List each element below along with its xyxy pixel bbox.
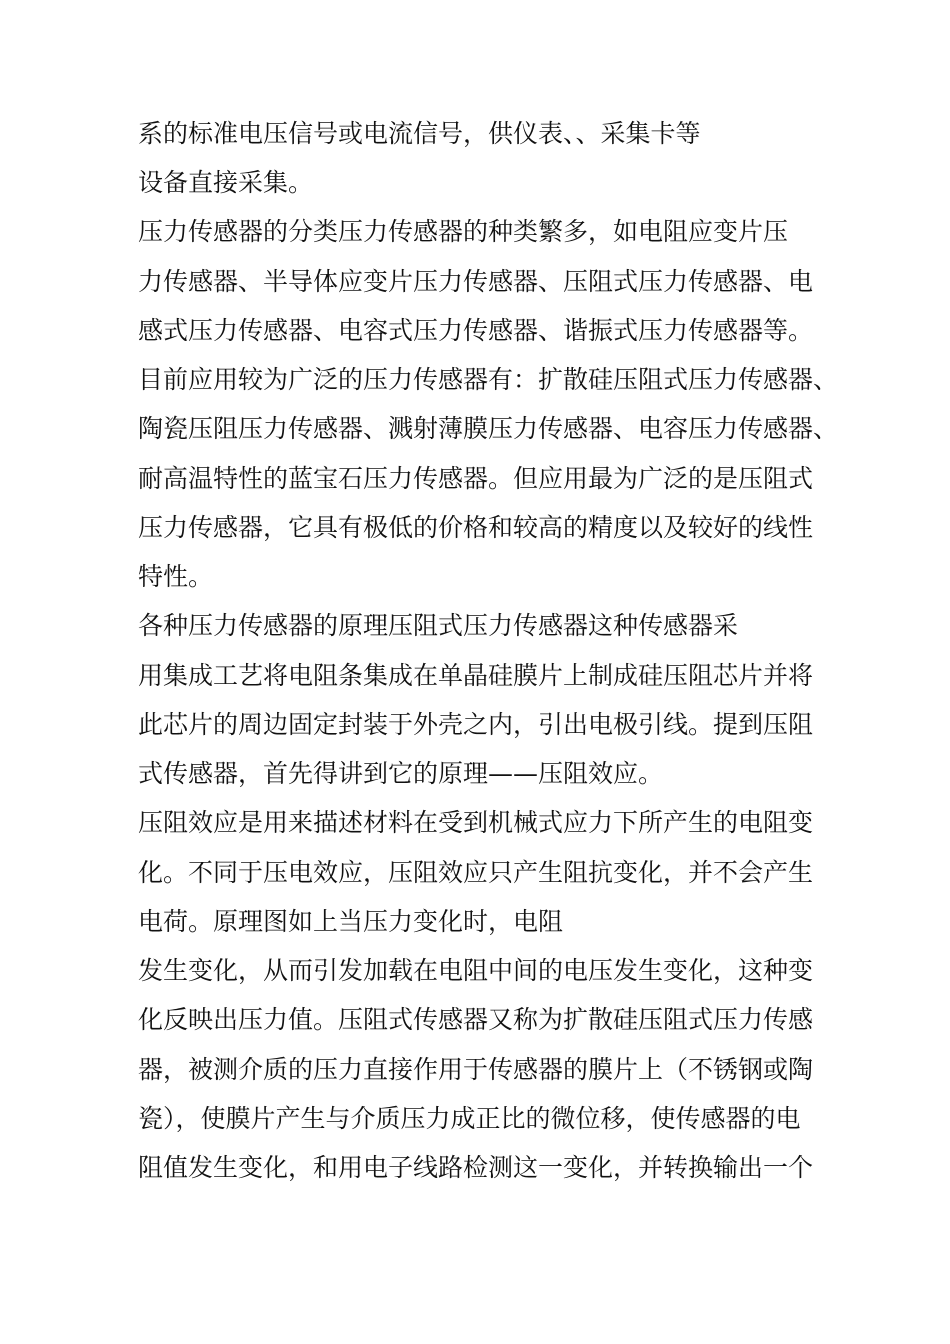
text-line: 压力传感器的分类压力传感器的种类繁多，如电阻应变片压 — [138, 217, 789, 246]
text-line: 器，被测介质的压力直接作用于传感器的膜片上（不锈钢或陶 — [138, 1055, 814, 1084]
text-line: 力传感器、半导体应变片压力传感器、压阻式压力传感器、电 — [138, 267, 814, 296]
text-line: 系的标准电压信号或电流信号，供仪表、、采集卡等 — [138, 119, 701, 148]
text-line: 电荷。原理图如上当压力变化时，电阻 — [138, 907, 564, 936]
text-line: 化反映出压力值。压阻式传感器又称为扩散硅压阻式压力传感 — [138, 1005, 814, 1034]
text-line: 耐高温特性的蓝宝石压力传感器。但应用最为广泛的是压阻式 — [138, 464, 814, 493]
text-line: 用集成工艺将电阻条集成在单晶硅膜片上制成硅压阻芯片并将 — [138, 661, 814, 690]
text-line: 发生变化，从而引发加载在电阻中间的电压发生变化，这种变 — [138, 956, 814, 985]
text-line: 压力传感器，它具有极低的价格和较高的精度以及较好的线性 — [138, 513, 814, 542]
text-line: 感式压力传感器、电容式压力传感器、谐振式压力传感器等。 — [138, 316, 814, 345]
text-line: 陶瓷压阻压力传感器、溅射薄膜压力传感器、电容压力传感器、 — [138, 414, 839, 443]
text-line: 设备直接采集。 — [138, 168, 314, 197]
text-line: 各种压力传感器的原理压阻式压力传感器这种传感器采 — [138, 611, 739, 640]
text-line: 化。不同于压电效应，压阻效应只产生阻抗变化，并不会产生 — [138, 858, 814, 887]
text-line: 阻值发生变化，和用电子线路检测这一变化，并转换输出一个 — [138, 1153, 814, 1182]
text-line: 特性。 — [138, 562, 214, 591]
text-line: 压阻效应是用来描述材料在受到机械式应力下所产生的电阻变 — [138, 808, 814, 837]
text-line: 此芯片的周边固定封装于外壳之内，引出电极引线。提到压阻 — [138, 710, 814, 739]
text-line: 瓷），使膜片产生与介质压力成正比的微位移，使传感器的电 — [138, 1104, 801, 1133]
text-line: 式传感器，首先得讲到它的原理——压阻效应。 — [138, 759, 664, 788]
text-line: 目前应用较为广泛的压力传感器有：扩散硅压阻式压力传感器、 — [138, 365, 839, 394]
